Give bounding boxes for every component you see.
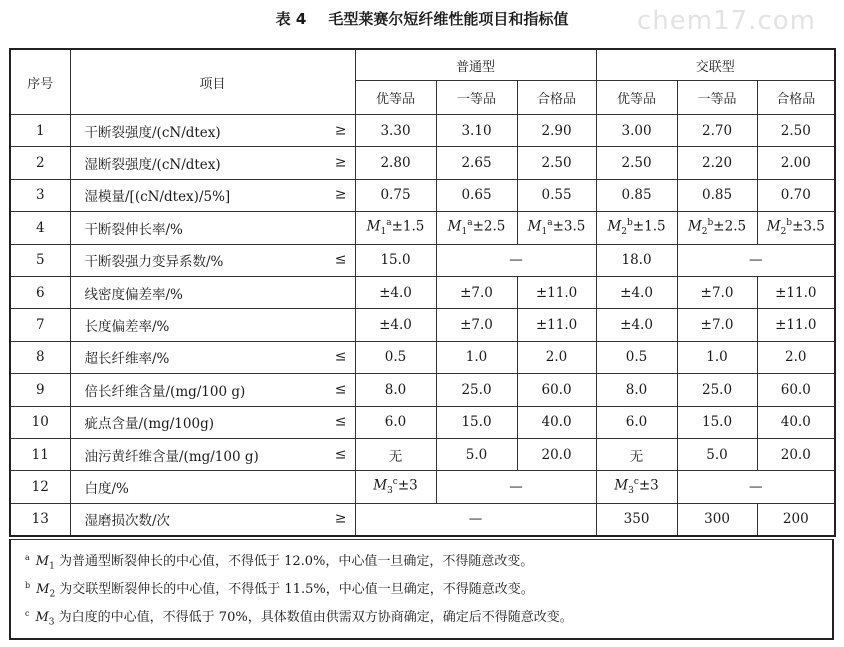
row-item [70, 115, 355, 147]
m-subscript: 2 [780, 227, 787, 238]
value-cell: ±4.0 [355, 276, 436, 308]
value-cell [596, 212, 677, 244]
value-cell: 6.0 [596, 406, 677, 438]
m-symbol: M [366, 218, 381, 235]
row-item [70, 212, 355, 244]
m-symbol: M [527, 218, 542, 235]
m-subscript: 3 [387, 486, 393, 497]
row-number: 5 [10, 244, 70, 276]
value-cell: 2.50 [517, 147, 596, 179]
value-cell: 无 [596, 438, 677, 470]
value-cell: ±7.0 [436, 309, 517, 341]
value-cell: 350 [596, 503, 677, 536]
footnote-mark: c [25, 608, 30, 618]
tolerance: ±3.5 [552, 218, 586, 235]
row-number: 9 [10, 374, 70, 406]
value-cell: 5.0 [436, 438, 517, 470]
table-row [10, 438, 835, 470]
footnote-mark: b [627, 218, 633, 229]
value-cell: 0.5 [596, 341, 677, 373]
row-item [70, 276, 355, 308]
tolerance: ±3.5 [792, 218, 825, 235]
row-number: 7 [10, 309, 70, 341]
value-cell-empty: — [436, 471, 596, 503]
footnote-mark: b [25, 580, 31, 590]
row-number: 8 [10, 341, 70, 373]
item-label: 干断裂伸长率/% [84, 221, 183, 238]
footnote-mark: a [25, 552, 30, 562]
value-cell: 2.00 [757, 147, 835, 179]
value-cell: ±7.0 [677, 276, 757, 308]
value-cell: 2.80 [355, 147, 436, 179]
tolerance: ±3 [638, 477, 659, 494]
m-symbol: M [35, 610, 49, 625]
value-cell [677, 212, 757, 244]
value-cell-empty: — [677, 244, 835, 276]
row-item [70, 503, 355, 536]
value-cell: 20.0 [757, 438, 835, 470]
row-item [70, 147, 355, 179]
item-label: 油污黄纤维含量/(mg/100 g) [84, 448, 259, 465]
tolerance: ±1.5 [391, 218, 425, 235]
value-cell: 2.50 [596, 147, 677, 179]
m-symbol: M [607, 218, 622, 235]
footnote-mark: c [392, 477, 398, 488]
header-item: 项目 [70, 49, 355, 115]
item-label: 长度偏差率/% [84, 319, 170, 336]
row-item [70, 471, 355, 503]
item-label: 倍长纤维含量/(mg/100 g) [84, 383, 246, 400]
value-cell: 15.0 [355, 244, 436, 276]
value-cell: 0.70 [757, 179, 835, 211]
m-subscript: 3 [48, 617, 55, 628]
table-row [10, 212, 835, 244]
table-row [10, 309, 835, 341]
value-cell: 15.0 [677, 406, 757, 438]
tolerance: ±3 [397, 477, 418, 494]
value-cell: 18.0 [596, 244, 677, 276]
value-cell: 0.75 [355, 179, 436, 211]
m-subscript: 1 [380, 227, 387, 238]
row-number: 13 [10, 503, 70, 536]
footnote [25, 550, 533, 572]
value-cell: 1.0 [677, 341, 757, 373]
value-cell: 300 [677, 503, 757, 536]
item-label: 白度/% [84, 480, 129, 497]
item-label: 干断裂强力变异系数/% [84, 254, 224, 271]
comparison-symbol: ≤ [334, 349, 347, 366]
m-symbol: M [766, 218, 781, 235]
table-row [10, 471, 835, 503]
m-subscript: 1 [49, 561, 55, 572]
footnote [25, 606, 573, 628]
m-symbol: M [35, 554, 50, 569]
value-cell: 0.65 [436, 179, 517, 211]
value-cell: 0.55 [517, 179, 596, 211]
m-subscript: 1 [541, 227, 548, 238]
table-row [10, 503, 835, 536]
value-cell [517, 212, 596, 244]
footnote-text: 为普通型断裂伸长的中心值，不得低于 12.0%，中心值一旦确定，不得随意改变。 [54, 554, 534, 569]
m-symbol: M [687, 218, 702, 235]
m-subscript: 2 [49, 589, 56, 600]
row-item [70, 438, 355, 470]
value-cell: 0.5 [355, 341, 436, 373]
value-cell: 200 [757, 503, 835, 536]
item-label: 干断裂强度/(cN/dtex) [84, 124, 221, 141]
row-item [70, 374, 355, 406]
row-number: 6 [10, 276, 70, 308]
row-number: 11 [10, 438, 70, 470]
item-label: 湿磨损次数/次 [84, 513, 171, 530]
value-cell [355, 471, 436, 503]
header-grade: 优等品 [596, 81, 677, 115]
table-row [10, 374, 835, 406]
footnote-mark: b [707, 218, 714, 229]
value-cell: ±11.0 [517, 309, 596, 341]
value-cell: ±4.0 [596, 276, 677, 308]
comparison-symbol: ≤ [334, 446, 347, 463]
row-number: 4 [10, 212, 70, 244]
table-caption: 毛型莱赛尔短纤维性能项目和指标值 [328, 10, 569, 28]
m-symbol: M [373, 477, 388, 494]
value-cell: 1.0 [436, 341, 517, 373]
value-cell: 60.0 [757, 374, 835, 406]
footnote-mark: a [386, 218, 392, 229]
comparison-symbol: ≥ [334, 154, 347, 171]
value-cell: 3.30 [355, 115, 436, 147]
table-row [10, 244, 835, 276]
value-cell: 2.70 [677, 115, 757, 147]
table-row [10, 341, 835, 373]
row-item [70, 244, 355, 276]
value-cell-empty: — [677, 471, 835, 503]
value-cell: ±7.0 [436, 276, 517, 308]
value-cell: 无 [355, 438, 436, 470]
footnote-mark: a [467, 218, 473, 229]
value-cell: 40.0 [517, 406, 596, 438]
m-symbol: M [447, 218, 462, 235]
row-item [70, 179, 355, 211]
header-grade: 一等品 [436, 81, 517, 115]
value-cell: 25.0 [677, 374, 757, 406]
m-symbol: M [614, 477, 629, 494]
value-cell: ±4.0 [596, 309, 677, 341]
row-number: 3 [10, 179, 70, 211]
header-grade: 优等品 [355, 81, 436, 115]
value-cell: 3.10 [436, 115, 517, 147]
value-cell: 8.0 [355, 374, 436, 406]
value-cell: 2.90 [517, 115, 596, 147]
value-cell: 2.0 [517, 341, 596, 373]
footnotes [9, 539, 834, 640]
header-group-normal: 普通型 [355, 49, 596, 81]
value-cell: 5.0 [677, 438, 757, 470]
comparison-symbol: ≥ [334, 187, 347, 204]
value-cell: 3.00 [596, 115, 677, 147]
m-subscript: 3 [628, 486, 634, 497]
value-cell: 2.0 [757, 341, 835, 373]
m-symbol: M [36, 582, 50, 597]
row-item [70, 406, 355, 438]
value-cell: 0.85 [677, 179, 757, 211]
item-label: 疵点含量/(mg/100g) [84, 416, 214, 433]
value-cell: 2.65 [436, 147, 517, 179]
table-row [10, 115, 835, 147]
row-number: 2 [10, 147, 70, 179]
value-cell: 20.0 [517, 438, 596, 470]
item-label: 湿断裂强度/(cN/dtex) [84, 157, 221, 174]
header-seq: 序号 [10, 49, 70, 115]
value-cell: ±11.0 [757, 276, 835, 308]
comparison-symbol: ≥ [334, 122, 347, 139]
value-cell: 25.0 [436, 374, 517, 406]
value-cell: 2.50 [757, 115, 835, 147]
value-cell: 8.0 [596, 374, 677, 406]
value-cell [596, 471, 677, 503]
row-item [70, 341, 355, 373]
value-cell: 6.0 [355, 406, 436, 438]
item-label: 湿模量/[(cN/dtex)/5%] [84, 189, 231, 206]
table-row [10, 179, 835, 211]
footnote-text: 为白度的中心值，不得低于 70%，具体数值由供需双方协商确定，确定后不得随意改变。 [54, 610, 573, 625]
m-subscript: 1 [461, 227, 468, 238]
value-cell: 60.0 [517, 374, 596, 406]
header-row-1 [10, 49, 835, 81]
footnote-mark: c [633, 477, 639, 488]
value-cell [436, 212, 517, 244]
value-cell: ±11.0 [517, 276, 596, 308]
footnote-mark: b [786, 218, 793, 229]
header-group-crosslinked: 交联型 [596, 49, 835, 81]
table-number: 表 4 [275, 10, 307, 28]
watermark: chem17.com [637, 6, 816, 36]
footnote-mark: a [547, 218, 553, 229]
tolerance: ±1.5 [632, 218, 666, 235]
comparison-symbol: ≤ [334, 413, 347, 430]
comparison-symbol: ≤ [334, 251, 347, 268]
item-label: 超长纤维率/% [84, 351, 170, 368]
value-cell [757, 212, 835, 244]
value-cell: 40.0 [757, 406, 835, 438]
m-subscript: 2 [701, 227, 708, 238]
spec-table [9, 48, 836, 537]
header-grade: 合格品 [517, 81, 596, 115]
value-cell: 2.20 [677, 147, 757, 179]
value-cell: ±11.0 [757, 309, 835, 341]
value-cell: 0.85 [596, 179, 677, 211]
value-cell: 15.0 [436, 406, 517, 438]
value-cell-empty: — [355, 503, 596, 536]
row-number: 1 [10, 115, 70, 147]
value-cell: ±4.0 [355, 309, 436, 341]
comparison-symbol: ≤ [334, 381, 347, 398]
footnote [25, 578, 534, 600]
header-grade: 合格品 [757, 81, 835, 115]
footnote-text: 为交联型断裂伸长的中心值，不得低于 11.5%，中心值一旦确定，不得随意改变。 [55, 582, 534, 597]
value-cell: ±7.0 [677, 309, 757, 341]
table-row [10, 147, 835, 179]
item-label: 线密度偏差率/% [84, 286, 183, 303]
tolerance: ±2.5 [472, 218, 506, 235]
row-number: 12 [10, 471, 70, 503]
tolerance: ±2.5 [713, 218, 747, 235]
value-cell-empty: — [436, 244, 596, 276]
value-cell [355, 212, 436, 244]
table-row [10, 406, 835, 438]
row-number: 10 [10, 406, 70, 438]
m-subscript: 2 [621, 227, 628, 238]
row-item [70, 309, 355, 341]
header-grade: 一等品 [677, 81, 757, 115]
comparison-symbol: ≥ [334, 511, 347, 528]
table-row [10, 276, 835, 308]
